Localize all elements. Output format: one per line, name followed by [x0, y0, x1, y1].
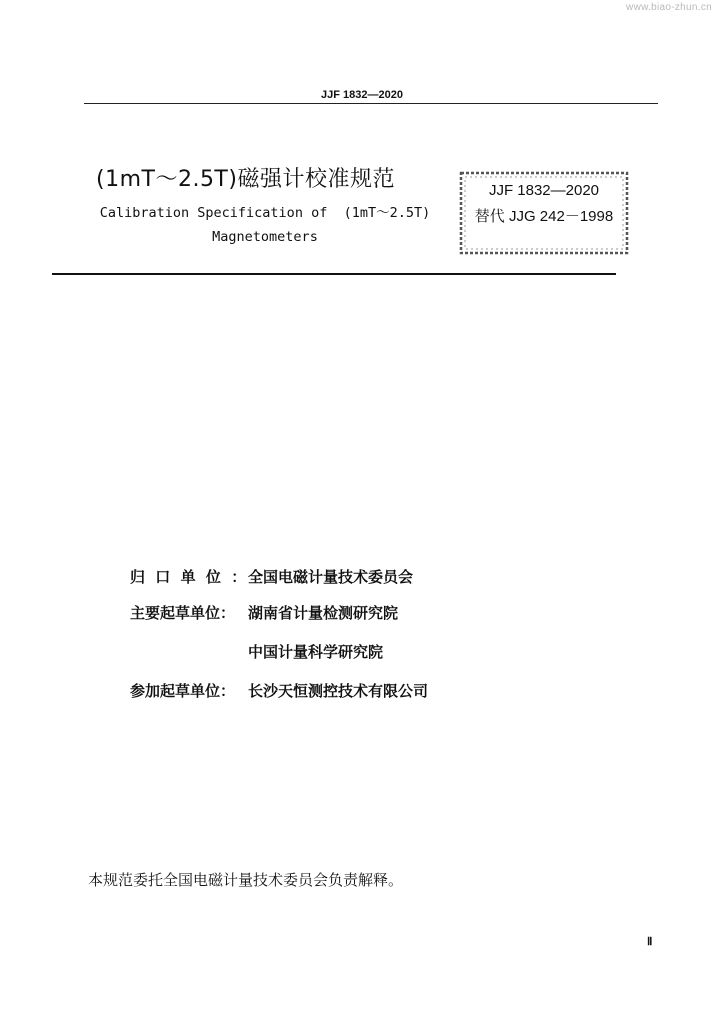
running-header-code: JJF 1832—2020	[321, 89, 403, 101]
title-chinese: (1mT～2.5T)磁强计校准规范	[96, 167, 395, 192]
org-value: 中国计量科学研究院	[248, 643, 384, 661]
title-english-line1: Calibration Specification of (1mT～2.5T)	[99, 205, 431, 221]
interpretation-note: 本规范委托全国电磁计量技术委员会负责解释。	[88, 871, 404, 889]
stamp-standard-code: JJF 1832—2020	[488, 182, 600, 199]
stamp-replaces: 替代 JJG 242－1998	[474, 208, 614, 225]
standard-number-box	[458, 170, 630, 256]
page-number: Ⅱ	[647, 936, 653, 948]
org-row-participating-drafter	[130, 680, 428, 701]
org-label	[130, 641, 248, 662]
org-value: 湖南省计量检测研究院	[248, 604, 399, 622]
org-value: 全国电磁计量技术委员会	[248, 568, 414, 586]
header-rule	[84, 103, 658, 104]
org-value: 长沙天恒测控技术有限公司	[248, 682, 429, 700]
org-label: 参加起草单位：	[130, 682, 236, 700]
org-row-main-drafter	[130, 602, 398, 623]
org-row-responsible	[130, 566, 413, 587]
title-english-line2: Magnetometers	[212, 229, 318, 245]
org-label: 主要起草单位：	[130, 604, 236, 622]
org-label: 归口单位：	[130, 568, 257, 586]
watermark-text: www.biao-zhun.cn	[626, 2, 712, 13]
org-row-main-drafter-2	[130, 641, 383, 662]
title-rule	[52, 273, 616, 275]
